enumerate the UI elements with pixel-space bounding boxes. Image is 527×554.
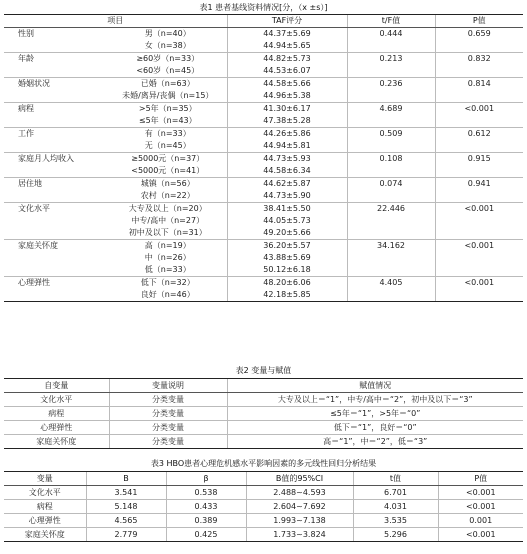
- taf-score: 47.38±5.28: [227, 115, 347, 128]
- regression-variable: 文化水平: [4, 486, 86, 500]
- subgroup-label: <60岁（n=45）: [136, 66, 200, 75]
- table3-header-beta: β: [166, 472, 246, 486]
- variable-assignment-table: [4, 378, 523, 449]
- taf-score: 38.41±5.50: [227, 203, 347, 216]
- taf-score: 36.20±5.57: [227, 240, 347, 253]
- taf-score: 50.12±6.18: [227, 264, 347, 277]
- taf-score: 44.82±5.73: [227, 53, 347, 66]
- taf-score: 44.73±5.93: [227, 153, 347, 166]
- stat-value: 4.405: [347, 277, 435, 302]
- taf-score: 44.05±5.73: [227, 215, 347, 227]
- regression-ci: 1.733~3.824: [246, 528, 353, 542]
- group-item-label: 性别: [4, 28, 109, 53]
- table-row: [4, 528, 523, 542]
- regression-b: 2.779: [86, 528, 166, 542]
- stat-value: 0.509: [347, 128, 435, 153]
- table2-header-variable: 自变量: [4, 379, 109, 393]
- p-value: 0.941: [435, 178, 523, 203]
- regression-p: <0.001: [438, 500, 523, 514]
- subgroup-label: 无（n=45）: [144, 141, 191, 150]
- group-item-label: 工作: [4, 128, 109, 153]
- subgroup-label: 有（n=33）: [109, 128, 227, 141]
- table1-header-score: TAF评分: [227, 15, 347, 28]
- p-value: 0.659: [435, 28, 523, 53]
- table-row: [4, 407, 523, 421]
- variable-assignment: ≤5年＝“1”，>5年＝“0”: [227, 407, 523, 421]
- p-value: <0.001: [435, 277, 523, 302]
- stat-value: 0.213: [347, 53, 435, 78]
- table1-caption: 表1 患者基线资料情况[分，（x ±s）]: [199, 3, 328, 12]
- variable-name: 家庭关怀度: [4, 435, 109, 449]
- variable-type: 分类变量: [109, 393, 227, 407]
- variable-assignment: 高＝“1”，中＝“2”，低＝“3”: [227, 435, 523, 449]
- variable-assignment: 大专及以上＝“1”，中专/高中＝“2”，初中及以下＝“3”: [227, 393, 523, 407]
- subgroup-label: 男（n=40）: [109, 28, 227, 41]
- taf-score: 49.20±5.66: [227, 227, 347, 240]
- table3-caption: 表3 HBO患者心理危机感水平影响因素的多元线性回归分析结果: [150, 459, 377, 468]
- subgroup-label: 已婚（n=63）: [109, 78, 227, 91]
- table-row: [4, 393, 523, 407]
- regression-beta: 0.425: [166, 528, 246, 542]
- taf-score: 44.58±6.34: [227, 165, 347, 178]
- table-row: [4, 486, 523, 500]
- subgroup-label: >5年（n=35）: [109, 103, 227, 116]
- subgroup-label: 农村（n=22）: [140, 191, 195, 200]
- table2-header-assignment: 赋值情况: [227, 379, 523, 393]
- regression-variable: 家庭关怀度: [4, 528, 86, 542]
- table3-header-b: B: [86, 472, 166, 486]
- group-item-label: 婚姻状况: [4, 78, 109, 103]
- regression-table: [4, 471, 523, 542]
- stat-value: 0.444: [347, 28, 435, 53]
- variable-type: 分类变量: [109, 435, 227, 449]
- table3-header-t: t值: [353, 472, 438, 486]
- variable-assignment: 低下＝“1”，良好＝“0”: [227, 421, 523, 435]
- table1-header-p: P值: [435, 15, 523, 28]
- subgroup-label: 中专/高中（n=27）: [131, 216, 205, 225]
- table-row: [4, 500, 523, 514]
- table-row: [4, 435, 523, 449]
- stat-value: 0.236: [347, 78, 435, 103]
- subgroup-label: 初中及以下（n=31）: [128, 228, 207, 237]
- group-item-label: 心理弹性: [4, 277, 109, 302]
- subgroup-label: 未婚/离异/丧偶（n=15）: [122, 91, 214, 100]
- table-row: [4, 78, 523, 91]
- taf-score: 44.58±5.66: [227, 78, 347, 91]
- regression-b: 3.541: [86, 486, 166, 500]
- stat-value: 0.074: [347, 178, 435, 203]
- regression-t: 3.535: [353, 514, 438, 528]
- table1-header-row: [4, 15, 523, 28]
- subgroup-label: 低下（n=32）: [109, 277, 227, 290]
- baseline-table: [4, 14, 523, 302]
- table-row: [4, 514, 523, 528]
- regression-beta: 0.389: [166, 514, 246, 528]
- taf-score: 48.20±6.06: [227, 277, 347, 290]
- variable-type: 分类变量: [109, 407, 227, 421]
- table1-header-item: 项目: [4, 15, 227, 28]
- table-row: [4, 277, 523, 290]
- table3-header-ci: B值的95%CI: [246, 472, 353, 486]
- regression-p: <0.001: [438, 528, 523, 542]
- table1-header-stat: t/F值: [347, 15, 435, 28]
- subgroup-label: 城镇（n=56）: [109, 178, 227, 191]
- table3-header-variable: 变量: [4, 472, 86, 486]
- group-item-label: 家庭月人均收入: [4, 153, 109, 178]
- taf-score: 44.73±5.90: [227, 190, 347, 203]
- p-value: 0.814: [435, 78, 523, 103]
- table-row: [4, 240, 523, 253]
- taf-score: 44.37±5.69: [227, 28, 347, 41]
- table-row: [4, 203, 523, 216]
- taf-score: 44.94±5.81: [227, 140, 347, 153]
- group-item-label: 居住地: [4, 178, 109, 203]
- table-row: [4, 53, 523, 66]
- stat-value: 4.689: [347, 103, 435, 128]
- table-row: [4, 153, 523, 166]
- group-item-label: 年龄: [4, 53, 109, 78]
- subgroup-label: 低（n=33）: [144, 265, 191, 274]
- table2-header-description: 变量说明: [109, 379, 227, 393]
- subgroup-label: 大专及以上（n=20）: [109, 203, 227, 216]
- regression-t: 4.031: [353, 500, 438, 514]
- regression-t: 5.296: [353, 528, 438, 542]
- regression-t: 6.701: [353, 486, 438, 500]
- table3-header-row: [4, 472, 523, 486]
- subgroup-label: 高（n=19）: [109, 240, 227, 253]
- subgroup-label: 良好（n=46）: [109, 289, 227, 302]
- variable-name: 文化水平: [4, 393, 109, 407]
- regression-beta: 0.538: [166, 486, 246, 500]
- regression-variable: 病程: [4, 500, 86, 514]
- group-item-label: 病程: [4, 103, 109, 128]
- subgroup-label: 女（n=38）: [144, 41, 191, 50]
- variable-name: 心理弹性: [4, 421, 109, 435]
- stat-value: 22.446: [347, 203, 435, 240]
- regression-p: <0.001: [438, 486, 523, 500]
- subgroup-label: 中（n=26）: [144, 253, 191, 262]
- stat-value: 0.108: [347, 153, 435, 178]
- taf-score: 44.53±6.07: [227, 65, 347, 78]
- regression-beta: 0.433: [166, 500, 246, 514]
- subgroup-label: ≤5年（n=43）: [138, 116, 197, 125]
- p-value: <0.001: [435, 240, 523, 277]
- p-value: 0.832: [435, 53, 523, 78]
- regression-p: 0.001: [438, 514, 523, 528]
- stat-value: 34.162: [347, 240, 435, 277]
- variable-type: 分类变量: [109, 421, 227, 435]
- subgroup-label: <5000元（n=41）: [131, 166, 205, 175]
- taf-score: 42.18±5.85: [227, 289, 347, 302]
- table2-caption: 表2 变量与赋值: [235, 366, 292, 375]
- table3-header-p: P值: [438, 472, 523, 486]
- variable-name: 病程: [4, 407, 109, 421]
- table-row: [4, 128, 523, 141]
- taf-score: 44.26±5.86: [227, 128, 347, 141]
- taf-score: 44.94±5.65: [227, 40, 347, 53]
- regression-b: 4.565: [86, 514, 166, 528]
- regression-variable: 心理弹性: [4, 514, 86, 528]
- taf-score: 44.62±5.87: [227, 178, 347, 191]
- table-row: [4, 421, 523, 435]
- regression-ci: 1.993~7.138: [246, 514, 353, 528]
- p-value: 0.612: [435, 128, 523, 153]
- p-value: <0.001: [435, 203, 523, 240]
- regression-b: 5.148: [86, 500, 166, 514]
- table-row: [4, 103, 523, 116]
- group-item-label: 文化水平: [4, 203, 109, 240]
- taf-score: 44.96±5.38: [227, 90, 347, 103]
- p-value: <0.001: [435, 103, 523, 128]
- group-item-label: 家庭关怀度: [4, 240, 109, 277]
- regression-ci: 2.604~7.692: [246, 500, 353, 514]
- taf-score: 41.30±6.17: [227, 103, 347, 116]
- subgroup-label: ≥5000元（n=37）: [109, 153, 227, 166]
- regression-ci: 2.488~4.593: [246, 486, 353, 500]
- table2-header-row: [4, 379, 523, 393]
- p-value: 0.915: [435, 153, 523, 178]
- table-row: [4, 178, 523, 191]
- table-row: [4, 28, 523, 41]
- taf-score: 43.88±5.69: [227, 252, 347, 264]
- subgroup-label: ≥60岁（n=33）: [109, 53, 227, 66]
